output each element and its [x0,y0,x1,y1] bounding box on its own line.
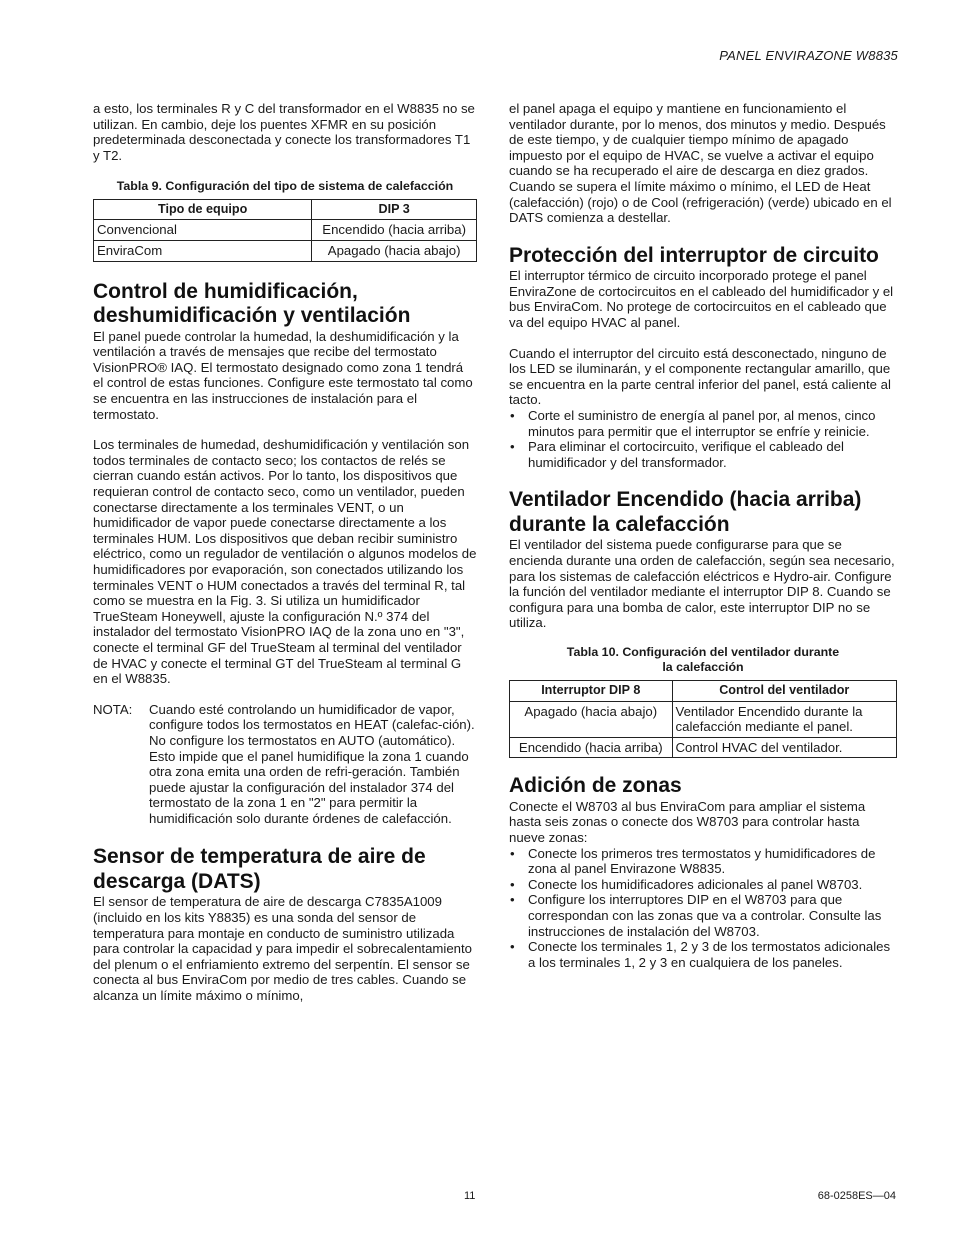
intro-paragraph: a esto, los terminales R y C del transformador en el W8835 no se utilizan. En cambio, deje los puentes XFMR en su posición predeterminada desconectada y conecte los transformadores T1 y T2. [93,101,475,163]
note-text: Cuando esté controlando un humidificador de vapor, configure todos los termostatos en HEAT (calefac-ción). No configure los termostatos en AUTO (automático). Esto impide que el panel humidifique la zona 1 cuando otra zona emita una orden de refri-geración. También puede ajustar la configuración del instalador 374 del termostato de la zona 1 en "2" para permitir la humidificación solo durante órdenes de calefacción. [149,701,475,826]
table-cell: Encendido (hacia arriba) [510,737,673,758]
section-heading-dats: Sensor de temperatura de aire de descarga (DATS) [93,845,426,893]
list-item: • Conecte los primeros tres termostatos y humidificadores de zona al panel Envirazone W8835. [510,845,876,877]
list-item: • Conecte los humidificadores adicionales al panel W8703. [510,876,863,892]
table-row [510,701,897,737]
zones-paragraph: Conecte el W8703 al bus EnviraCom para ampliar el sistema hasta seis zonas o conecte dos W8703 para controlar hasta nueve zonas: [509,798,866,845]
table-cell: Encendido (hacia arriba) [312,220,477,241]
bullet-icon: • [510,876,515,892]
table-cell: Apagado (hacia abajo) [312,241,477,262]
right-column [509,101,897,970]
list-item: • Corte el suministro de energía al panel por, al menos, cinco minutos para permitir que el interruptor se enfríe y reinicie. [510,408,876,439]
table10-caption-line-2: la calefacción [662,660,744,675]
running-header: PANEL ENVIRAZONE W8835 [719,48,898,63]
list-item: • Configure los interruptores DIP en el W8703 para que correspondan con las zonas que va a controlar. Consulte las instrucciones de instalación del W8703. [510,892,882,939]
section-heading-fan-on: Ventilador Encendido (hacia arriba) durante la calefacción [509,488,862,536]
bullet-icon: • [510,845,515,861]
bullet-icon: • [510,892,515,908]
section-heading-adding-zones: Adición de zonas [509,774,682,798]
table-cell: EnviraCom [94,241,312,262]
note-label: NOTA: [93,701,133,717]
section-heading-circuit-breaker: Protección del interruptor de circuito [509,243,879,267]
left-column [93,101,477,1004]
circuit-bullet-list [509,408,897,470]
list-item: • Conecte los terminales 1, 2 y 3 de los termostatos adicionales a los terminales 1, 2 y 3 en cualquiera de los paneles. [510,939,891,970]
table9 [93,199,477,262]
table-row [510,737,897,758]
table-row [94,220,477,241]
document-number: 68-0258ES—04 [817,1190,896,1202]
table-cell: Control HVAC del ventilador. [672,737,896,758]
table-row [94,241,477,262]
table-cell: Apagado (hacia abajo) [510,701,673,737]
table-cell: Ventilador Encendido durante la calefacción mediante el panel. [672,701,896,737]
zones-bullet-list [509,846,897,971]
table-header-cell: Interruptor DIP 8 [510,680,673,701]
bullet-icon: • [510,939,515,955]
table-cell: Convencional [94,220,312,241]
section-heading-humidification: Control de humidificación, deshumidificación y ventilación [93,279,411,328]
list-item: • Para eliminar el cortocircuito, verifique el cableado del humidificador y del transformador. [510,439,844,470]
humidification-paragraph-1: El panel puede controlar la humedad, la deshumidificación y la ventilación a través de mensajes que recibe del termostato VisionPRO® IAQ. El termostato designado como zona 1 tendrá el control de estas funciones. Configure este termostato tal como se encuentra en las instrucciones de instalación para el termostato. [93,328,473,422]
table-header-cell: DIP 3 [312,199,477,220]
table-header-row [94,199,477,220]
bullet-icon: • [510,439,515,455]
circuit-paragraph-1: El interruptor térmico de circuito incorporado protege el panel EnviraZone de cortocircuitos en el cableado del humidificador y el bus EnviraCom. No protege de cortocircuitos en el cableado que va del equipo HVAC al panel. [509,268,894,331]
bullet-icon: • [510,408,515,423]
table10 [509,680,897,758]
dats-paragraph: El sensor de temperatura de aire de descarga C7835A1009 (incluido en los kits Y8835) es una sonda del sensor de temperatura para montaje en conducto de suministro utilizada para controlar la capacidad y para impedir el sobrecalentamiento del plenum o el enfriamiento extremo del serpentín. El sensor se conecta al bus EnviraCom por medio de tres cables. Cuando se alcanza un límite máximo o mínimo, [93,894,472,1004]
table-header-row [510,680,897,701]
circuit-paragraph-2: Cuando el interruptor del circuito está desconectado, ninguno de los LED se iluminarán, y el componente rectangular amarillo, que se encuentra en la parte central inferior del panel, está caliente al tacto. [509,345,891,408]
table-header-cell: Tipo de equipo [94,199,312,220]
table-header-cell: Control del ventilador [672,680,896,701]
fan-paragraph: El ventilador del sistema puede configurarse para que se encienda durante una orden de calefacción, según sea necesario, para los sistemas de calefacción eléctricos e Hydro-air. Configure la función del ventilador mediante el interruptor DIP 8. Cuando se configura para una bomba de calor, este interruptor DIP no se utiliza. [509,537,895,631]
note-block [93,702,477,827]
dats-continuation-paragraph: el panel apaga el equipo y mantiene en funcionamiento el ventilador durante, por lo menos, dos minutos y medio. Después de este tiempo, y de cualquier tiempo mínimo de apagado impuesto por el equipo de HVAC, se vuelve a activar el equipo cuando se ha recuperado el aire de descarga en diez grados. Cuando se supera el límite máximo o mínimo, el LED de Heat (calefacción) (rojo) o de Cool (refrigeración) (verde) ubicado en el DATS comienza a destellar. [509,101,892,226]
humidification-paragraph-2: Los terminales de humedad, deshumidificación y ventilación son todos terminales de contacto seco; los contactos de relés se cierran cuando están activos. Por lo tanto, los dispositivos que requieran control de contacto seco, como un ventilador, pueden conectarse directamente a los terminales VENT, o un humidificador de vapor puede conectarse directamente a los terminales HUM. Los dispositivos que deban recibir suministro eléctrico, como un regulador de ventilación o algunos modelos de humidificadores por evaporación, son conectados utilizando los terminales VENT o HUM conectados a través del terminal R, tal como se muestra en la Fig. 3. Si utiliza un humidificador TrueSteam Honeywell, ajuste la configuración N.º 374 del instalador del termostato VisionPRO IAQ de la zona uno en "3", conecte el terminal GF del TrueSteam al terminal del ventilador de HVAC y conecte el terminal GT del TrueSteam al terminal G en el W8835. [93,437,477,687]
page-number: 11 [464,1190,476,1202]
table9-caption: Tabla 9. Configuración del tipo de sistema de calefacción [116,179,454,194]
table10-caption-line-1: Tabla 10. Configuración del ventilador durante [566,644,840,659]
